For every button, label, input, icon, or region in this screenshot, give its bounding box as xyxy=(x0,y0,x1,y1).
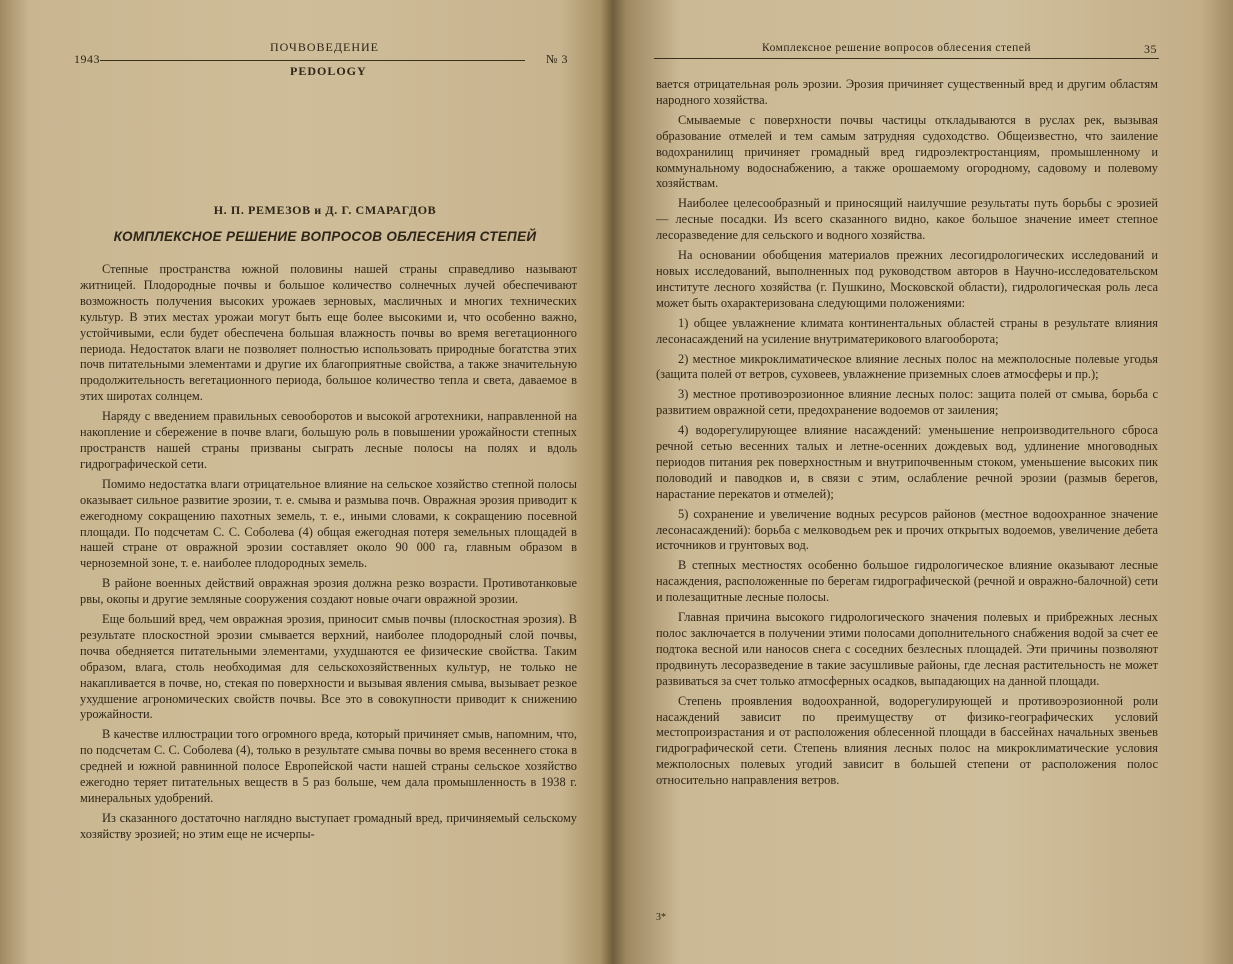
paragraph: вается отрицательная роль эрозии. Эрозия причиняет существенный вред и другим областям народного хозяйства. xyxy=(656,77,1158,107)
running-head: Комплексное решение вопросов облесения степей xyxy=(762,42,1032,54)
paragraph: Из сказанного достаточно наглядно выступает громадный вред, причиняемый сельскому хозяйству эрозией; но этим еще не исчерпы- xyxy=(80,810,577,841)
list-item: 5) сохранение и увеличение водных ресурсов районов (местное водоохранное значение лесонасаждений): борьба с мелководьем рек и прочих открытых водоемов, увеличение дебета источников и грунтовых вод. xyxy=(656,506,1158,553)
paragraph: В степных местностях особенно большое гидрологическое влияние оказывают лесные насаждения, расположенные по берегам гидрографической (речной и овражно-балочной) сети и полезащитные лесные полосы. xyxy=(656,558,1158,605)
signature-mark: 3* xyxy=(656,912,666,923)
paragraph: Еще больший вред, чем овражная эрозия, приносит смыв почвы (плоскостная эрозия). В результате плоскостной эрозии смывается верхний, наиболее плодородный слой почвы, почва обедняется питательными элементами, ухудшаются ее физические свойства. Таким образом, влага, столь необходимая для сельскохозяйственных культур, не только не накапливается в почве, но, стекая по поверхности и вызывая явления смыва, вызывает резкое ухудшение агрономических свойств почвы. Все это в совокупности приводит к снижению урожайности. xyxy=(80,612,577,722)
list-item: 1) общее увлажнение климата континентальных областей страны в результате влияния лесонасаждений на усиление внутриматерикового влагооборота; xyxy=(656,315,1158,346)
article-authors: Н. П. РЕМЕЗОВ и Д. Г. СМАРАГДОВ xyxy=(213,203,437,217)
journal-title-ru: ПОЧВОВЕДЕНИЕ xyxy=(270,40,380,54)
article-title: КОМПЛЕКСНОЕ РЕШЕНИЕ ВОПРОСОВ ОБЛЕСЕНИЯ СТЕПЕЙ xyxy=(113,229,537,244)
issue-number: № 3 xyxy=(546,52,568,66)
paragraph: Смываемые с поверхности почвы частицы откладываются в руслах рек, вызывая образование отмелей и тем самым затрудняя судоходство. Общеизвестно, что заиление водохранилищ причиняет громадный вред гидроэлектростанциям, промышленному и коммунальному водоснабжению, а также орошаемому огородному, садовому и полевому хозяйствам. xyxy=(656,112,1158,191)
left-page xyxy=(0,0,612,964)
paragraph: В районе военных действий овражная эрозия должна резко возрасти. Противотанковые рвы, окопы и другие земляные сооружения создают новые очаги овражной эрозии. xyxy=(80,576,577,607)
right-text-column xyxy=(656,77,1158,793)
paragraph: Наряду с введением правильных севооборотов и высокой агротехники, направленной на накопление и сбережение в почве влаги, большую роль в повышении урожайности степных пространств нашей страны призваны сыграть лесные полосы на полях и вдоль гидрографической сети. xyxy=(80,409,577,471)
right-page xyxy=(614,0,1233,964)
left-text-column xyxy=(80,262,577,847)
paragraph: Степень проявления водоохранной, водорегулирующей и противоэрозионной роли насаждений зависит по преимуществу от физико-географических условий местопроизрастания и от расположения облесенной площади в бассейнах начальных звеньев гидрографической сети. Степень влияния лесных полос на микроклиматические условия межполосных полевых угодий зависит в большей степени от расположения полос относительно направления ветров. xyxy=(656,693,1158,788)
paragraph: Помимо недостатка влаги отрицательное влияние на сельское хозяйство степной полосы оказывает сильное развитие эрозии, т. е. смыва и размыва почв. Овражная эрозия приводит к ежегодному сокращению пахотных земель, т. е., иными словами, к сокращению посевной площади. По подсчетам С. С. Соболева (4) общая ежегодная потеря земельных площадей в нашей стране от овражной эрозии составляет около 90 000 га, главным образом в черноземной зоне, т. е. наиболее плодородных земель. xyxy=(80,476,577,571)
paragraph: В качестве иллюстрации того огромного вреда, который причиняет смыв, напомним, что, по подсчетам С. С. Соболева (4), только в результате смыва почвы во время весеннего стока в средней и южной равнинной полосе Европейской части нашей страны сельское хозяйство ежегодно теряет питательных веществ в 5 раз больше, чем дала промышленность в 1938 г. минеральных удобрений. xyxy=(80,727,577,805)
page-number: 35 xyxy=(1144,42,1157,56)
paragraph: Наиболее целесообразный и приносящий наилучшие результаты путь борьбы с эрозией — лесные посадки. Из всего сказанного видно, какое большое значение имеет степное лесоразведение для сельского и водного хозяйства. xyxy=(656,196,1158,243)
paragraph: На основании обобщения материалов прежних лесогидрологических исследований и новых исследований, выполненных под руководством авторов в Научно-исследовательском институте лесного хозяйства (г. Пушкино, Московской области), гидрологическая роль леса может быть охарактеризована следующими положениями: xyxy=(656,248,1158,310)
header-rule xyxy=(654,58,1159,59)
paragraph: Главная причина высокого гидрологического значения полевых и прибрежных лесных полос заключается в получении этими полосами дополнительного снабжения водой за счет ее подтока весной или наносов снега с соседних безлесных площадей. Эти причины позволяют продвинуть лесоразведение в такие засушливые районы, где лесная растительность не может развиваться за счет только атмосферных осадков, выпадающих на данной площади. xyxy=(656,610,1158,688)
year: 1943 xyxy=(74,52,100,66)
list-item: 4) водорегулирующее влияние насаждений: уменьшение непроизводительного сброса речной сетью весенних талых и летне-осенних дождевых вод, удлинение многоводных периодов питания рек поверхностным и внутрипочвенным стоком, уменьшение высоких пик половодий и паводков и, в связи с этим, ослабление речной эрозии (размыв берегов, нарастание перекатов и отмелей); xyxy=(656,423,1158,501)
list-item: 3) местное противоэрозионное влияние лесных полос: защита полей от смыва, борьба с развитием овражной сети, предохранение водоемов от заиления; xyxy=(656,387,1158,418)
list-item: 2) местное микроклиматическое влияние лесных полос на межполосные полевые угодья (защита полей от ветров, суховеев, увлажнение приземных слоев атмосферы и пр.); xyxy=(656,351,1158,382)
paragraph: Степные пространства южной половины нашей страны справедливо называют житницей. Плодородные почвы и большое количество солнечных лучей обеспечивают возможность получения высоких урожаев зерновых, масличных и многих технических культур. В этих местах урожаи могут быть еще более высокими и, что особенно важно, устойчивыми, если будет обеспечена большая влажность почвы во время вегетационного периода. Недостаток влаги не позволяет полностью использовать природные богатства этих почв питательными элементами и другие их благоприятные свойства, а также значительную продолжительность вегетационного периода, большое количество тепла и света, даваемое в этих широтах солнцем. xyxy=(80,262,577,404)
header-rule xyxy=(100,60,525,61)
journal-title-en: PEDOLOGY xyxy=(290,64,367,78)
